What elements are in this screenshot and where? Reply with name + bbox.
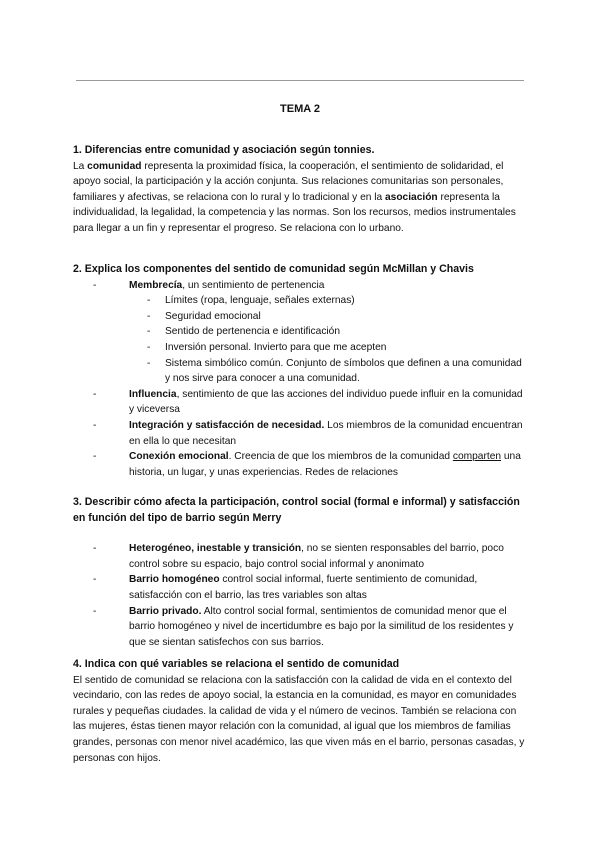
neighborhood-list [73,541,529,650]
section-4 [73,657,529,766]
bold-term: Barrio privado. [129,605,202,617]
text-run: , sentimiento de que las acciones del individuo puede influir en la comunidad y viceversa [129,388,523,416]
bold-term: Integración y satisfacción de necesidad. [129,419,325,431]
bold-term: Membrecía [129,279,183,291]
text-run: . Creencia de que los miembros de la comunidad [228,451,453,463]
list-item [93,604,529,651]
section-1-heading: 1. Diferencias entre comunidad y asociación según tonnies. [73,144,375,156]
section-3 [73,495,529,650]
list-item [93,278,529,387]
text-run: representa la individualidad, la legalidad, la competencia y las normas. Son los recursos, medios instrumentales para llegar a un fin y representar el progreso. Se relaciona con lo urbano. [73,191,516,234]
section-2 [73,262,529,480]
underlined-word: comparten [452,451,502,463]
list-item [93,418,529,449]
bold-term: asociación [385,191,438,203]
bold-term: Barrio homogéneo [129,574,220,586]
section-4-body: El sentido de comunidad se relaciona con la satisfacción con la calidad de vida en el contexto del vecindario, con las redes de apoyo social, la estancia en la comunidad, es mayor en comunidades rurales y pequeñas ciudades. la calidad de vida y el número de vecinos. También se relaciona con las mujeres, éstas tienen mayor relación con la comunidad, al igual que los miembros de familias grandes, personas con menor nivel académico, las que viven más en el barrio, personas casadas, y personas con hijos. [73,674,525,764]
section-3-heading: 3. Describir cómo afecta la participación, control social (formal e informal) y satisfacción en función del tipo de barrio según Merry [73,496,520,524]
section-2-heading: 2. Explica los componentes del sentido de comunidad según McMillan y Chavis [73,263,474,275]
text-run: representa la proximidad física, la cooperación, el sentimiento de solidaridad, el apoyo social, la participación y la acción conjunta. Sus relaciones comunitarias son personales, familiares y afectivas, se relaciona con lo rural y lo tradicional y en la [73,160,504,203]
membership-sublist [129,293,529,387]
list-item [93,449,529,480]
section-4-heading: 4. Indica con qué variables se relaciona el sentido de comunidad [73,658,400,670]
sub-list-item: - Sistema simbólico común. Conjunto de símbolos que definen a una comunidad y nos sirve para conocer a una comunidad. [147,356,529,387]
text-run: Alto control social formal, sentimientos de comunidad menor que el barrio homogéneo y nivel de incertidumbre es bajo por la similitud de los residentes y que se sientan satisfechos con sus barrios. [129,605,514,648]
section-1 [73,143,529,237]
sub-list-item: - Sentido de pertenencia e identificación [147,324,529,340]
bold-term: Influencia [129,388,177,400]
sub-list-item: - Inversión personal. Invierto para que me acepten [147,340,529,356]
sub-list-item: - Límites (ropa, lenguaje, señales externas) [147,293,529,309]
text-run: una historia, un lugar, y unas experiencias. Redes de relaciones [129,451,521,478]
header-rule [76,80,524,81]
text-run: La [73,160,88,172]
text-run: Los miembros de la comunidad encuentran en ella lo que necesitan [129,419,523,447]
list-item [93,572,529,603]
page-title: TEMA 2 [280,103,320,115]
list-item [93,541,529,572]
text-run: control social informal, fuerte sentimiento de comunidad, satisfacción con el barrio, las tres variables son altas [129,574,478,601]
bold-term: comunidad [87,160,142,172]
text-run: , un sentimiento de pertenencia [182,279,325,291]
bold-term: Conexión emocional [129,451,229,463]
components-list [73,278,529,481]
text-run: , no se sienten responsables del barrio, poco control sobre su espacio, bajo control social informal y anonimato [129,543,504,570]
sub-list-item: - Seguridad emocional [147,309,529,325]
section-1-body [73,159,529,237]
list-item [93,387,529,418]
bold-term: Heterogéneo, inestable y transición [129,543,302,555]
